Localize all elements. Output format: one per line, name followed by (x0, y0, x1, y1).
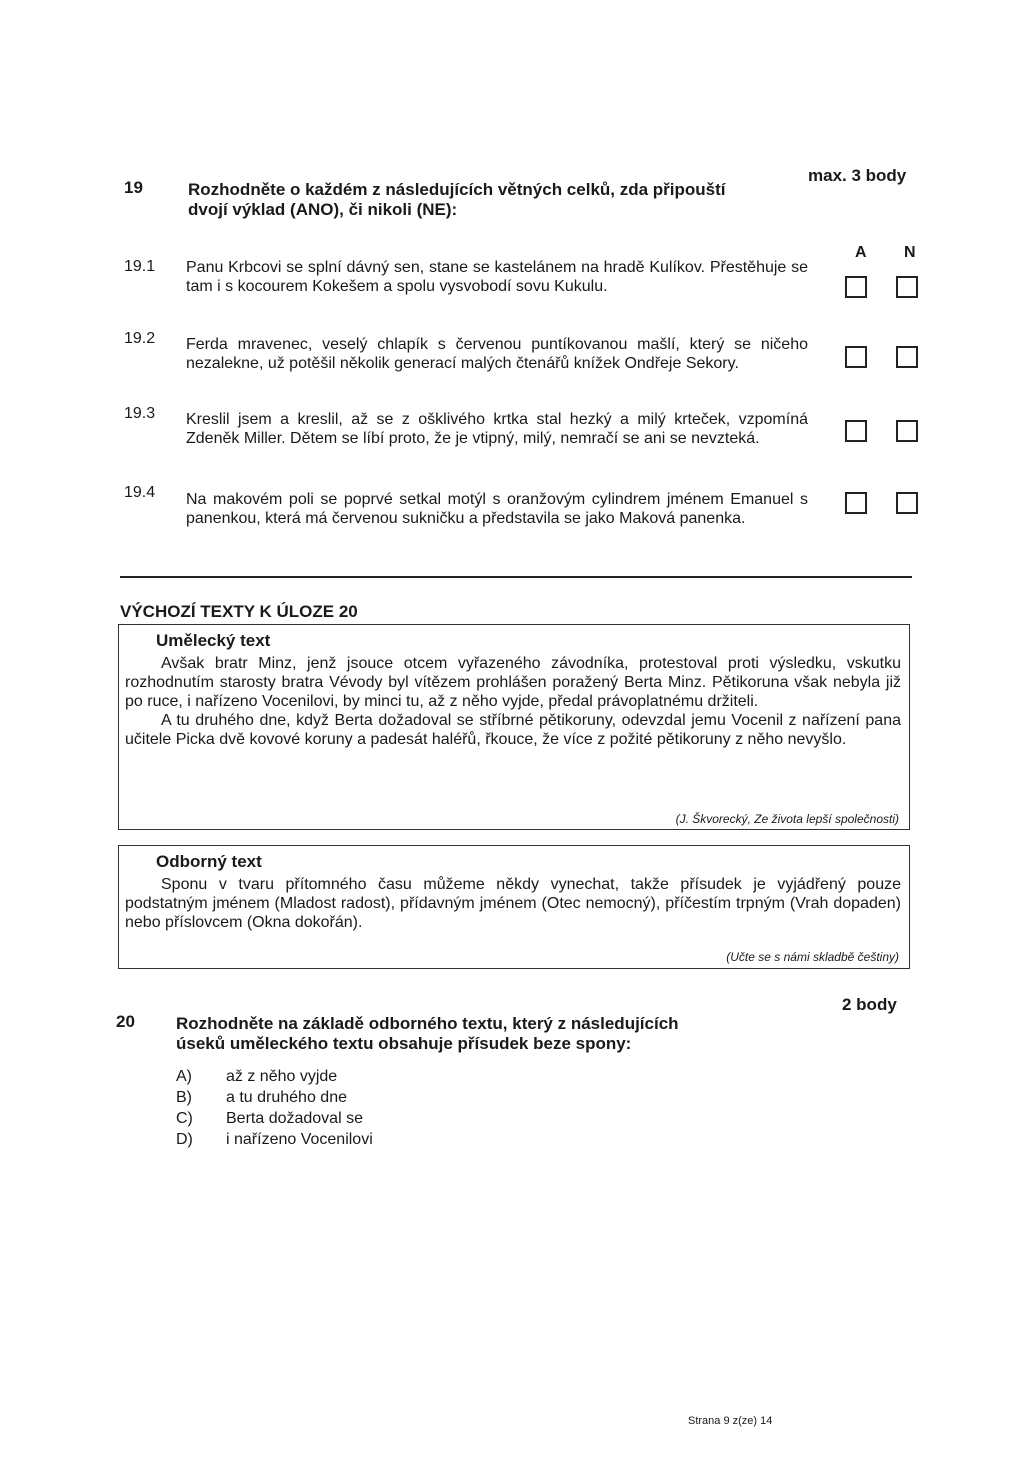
option-letter: B) (176, 1089, 192, 1106)
q20-options (176, 1066, 373, 1150)
q20-number: 20 (116, 1012, 135, 1031)
option-b[interactable] (176, 1087, 373, 1108)
q19-number: 19 (124, 178, 143, 197)
option-letter: A) (176, 1068, 192, 1085)
expert-paragraph: Sponu v tvaru přítomného času můžeme někdy vynechat, takže přísudek je vyjádřený pouze podstatným jménem (Mladost radost), přídavným jménem (Otec nemocný), příčestím trpným (Vrah dopaden) nebo příslovcem (Okna dokořán). (125, 876, 901, 931)
item-number: 19.2 (124, 330, 156, 347)
literary-text-title: Umělecký text (156, 631, 271, 650)
literary-text-box (118, 624, 910, 830)
q19-points: max. 3 body (808, 166, 907, 185)
item-text: Na makovém poli se poprvé setkal motýl s oranžovým cylindrem jménem Emanuel s panenkou, která má červenou sukničku a představila se jako Maková panenka. (186, 491, 808, 527)
option-text: i nařízeno Vocenilovi (226, 1131, 373, 1148)
q20-prompt (176, 1014, 816, 1054)
literary-text-body (125, 654, 901, 749)
answer-n-checkbox-19-3[interactable] (896, 420, 918, 442)
answer-n-checkbox-19-2[interactable] (896, 346, 918, 368)
option-d[interactable] (176, 1129, 373, 1150)
option-text: až z něho vyjde (226, 1068, 338, 1085)
option-a[interactable] (176, 1066, 373, 1087)
q19-prompt (188, 180, 818, 220)
page-number: Strana 9 z(ze) 14 (688, 1415, 773, 1427)
item-number: 19.3 (124, 405, 156, 422)
q20-points: 2 body (842, 995, 897, 1014)
option-letter: C) (176, 1110, 193, 1127)
item-text: Ferda mravenec, veselý chlapík s červenou puntíkovanou mašlí, který se ničeho nezalekne, už potěšil několik generací malých čtenářů knížek Ondřeje Sekory. (186, 336, 808, 372)
answer-a-checkbox-19-3[interactable] (845, 420, 867, 442)
q20-prompt-line2: úseků uměleckého textu obsahuje přísudek beze spony: (176, 1034, 632, 1053)
answer-a-checkbox-19-4[interactable] (845, 492, 867, 514)
expert-source: (Učte se s námi skladbě češtiny) (726, 950, 899, 964)
q19-prompt-line1: Rozhodněte o každém z následujících větných celků, zda připouští (188, 180, 726, 199)
item-text: Kreslil jsem a kreslil, až se z ošklivého krtka stal hezký a milý krteček, vzpomíná Zdeněk Miller. Dětem se líbí proto, že je vtipný, milý, nemračí se ani se nevzteká. (186, 411, 808, 447)
literary-paragraph: A tu druhého dne, když Berta dožadoval se stříbrné pětikoruny, odevzdal jemu Vocenil z nařízení pana učitele Picka dvě kovové koruny a padesát haléřů, řkouce, že více z požité pětikoruny z něho nevyšlo. (125, 712, 901, 748)
section-divider (120, 576, 912, 578)
expert-text-title: Odborný text (156, 852, 262, 871)
answer-a-checkbox-19-1[interactable] (845, 276, 867, 298)
source-texts-heading: VÝCHOZÍ TEXTY K ÚLOZE 20 (120, 602, 358, 621)
literary-paragraph: Avšak bratr Minz, jenž jsouce otcem vyřazeného závodníka, protestoval proti výsledku, vskutku rozhodnutím starosty bratra Vévody byl vítězem prohlášen poražený Berta Minz. Pětikoruna však nebyla již po ruce, i nařízeno Vocenilovi, by minci tu, až z něho vyjde, předal právoplatnému držiteli. (125, 655, 901, 710)
q19-prompt-line2: dvojí výklad (ANO), či nikoli (NE): (188, 200, 458, 219)
answer-a-checkbox-19-2[interactable] (845, 346, 867, 368)
literary-source: (J. Škvorecký, Ze života lepší společnosti) (675, 812, 899, 826)
item-number: 19.4 (124, 484, 156, 501)
option-text: a tu druhého dne (226, 1089, 347, 1106)
column-n-header: N (904, 244, 916, 261)
option-c[interactable] (176, 1108, 373, 1129)
answer-n-checkbox-19-4[interactable] (896, 492, 918, 514)
q20-prompt-line1: Rozhodněte na základě odborného textu, který z následujících (176, 1014, 679, 1033)
item-text: Panu Krbcovi se splní dávný sen, stane se kastelánem na hradě Kulíkov. Přestěhuje se tam i s kocourem Kokešem a spolu vysvobodí sovu Kukulu. (186, 259, 808, 295)
expert-text-box (118, 845, 910, 969)
option-text: Berta dožadoval se (226, 1110, 363, 1127)
expert-text-body (125, 875, 901, 932)
answer-n-checkbox-19-1[interactable] (896, 276, 918, 298)
item-number: 19.1 (124, 258, 156, 275)
option-letter: D) (176, 1131, 193, 1148)
column-a-header: A (855, 244, 867, 261)
